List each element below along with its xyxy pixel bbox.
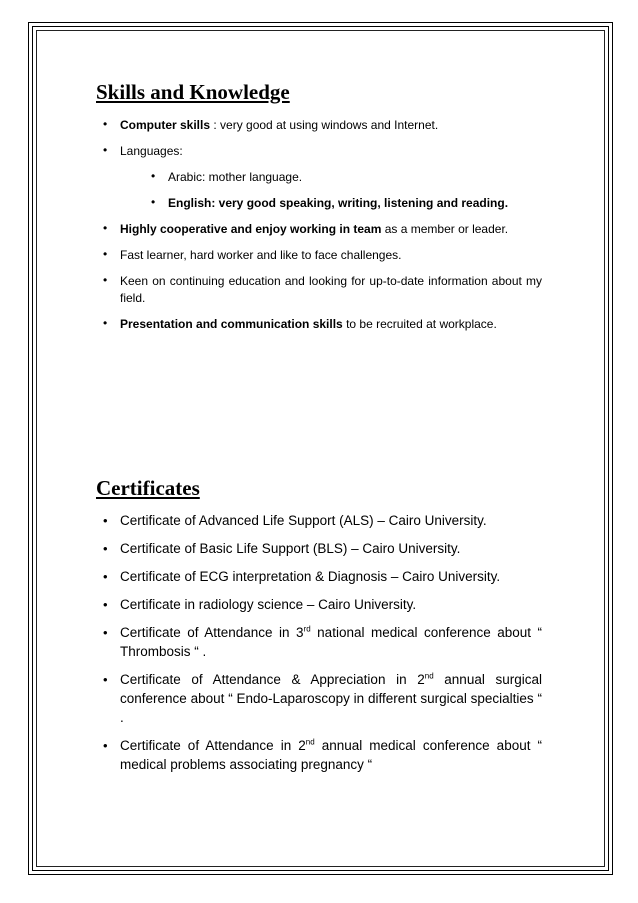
- skill-education-text: Keen on continuing education and looking for up-to-date information about my field.: [120, 274, 542, 305]
- skill-computer: [96, 117, 542, 134]
- language-english-text: English: very good speaking, writing, listening and reading.: [168, 196, 509, 210]
- certificate-item: [96, 670, 542, 727]
- skill-languages-label: Languages:: [120, 144, 183, 158]
- certificates-section: [96, 476, 542, 774]
- languages-sublist: [120, 169, 542, 212]
- certificate-text: Certificate of Attendance in 2: [120, 738, 306, 753]
- ordinal-suffix: nd: [305, 737, 315, 747]
- skill-learner-text: Fast learner, hard worker and like to face challenges.: [120, 248, 402, 262]
- certificate-text: Certificate of Attendance & Appreciation in 2: [120, 672, 425, 687]
- skill-presentation: [96, 316, 542, 333]
- skill-education: [96, 273, 542, 307]
- skill-computer-text: : very good at using windows and Internet.: [210, 118, 439, 132]
- certificate-text: Certificate of Attendance in 3: [120, 625, 304, 640]
- ordinal-suffix: rd: [303, 624, 311, 634]
- certificate-text: annual surgical conference about “ Endo-Laparoscopy in different surgical specialties “ .: [120, 672, 542, 725]
- skill-computer-label: Computer skills: [120, 118, 211, 132]
- certificate-text: annual medical conference about “ medical problems associating pregnancy “: [120, 738, 542, 772]
- language-english: [144, 195, 542, 212]
- certificate-item: [96, 539, 542, 558]
- certificate-text: Certificate of Advanced Life Support (ALS) – Cairo University.: [120, 513, 487, 528]
- language-arabic: [144, 169, 542, 186]
- certificate-text: national medical conference about “ Thrombosis “ .: [120, 625, 543, 659]
- content-area: [96, 80, 543, 772]
- language-arabic-text: Arabic: mother language.: [168, 170, 303, 184]
- certificate-text: Certificate of Basic Life Support (BLS) – Cairo University.: [120, 541, 461, 556]
- certificate-text: Certificate in radiology science – Cairo University.: [120, 597, 417, 612]
- certificate-item: [96, 567, 542, 586]
- skill-languages: [96, 143, 542, 212]
- certificate-item: [96, 595, 542, 614]
- skills-section: [96, 80, 542, 333]
- skill-teamwork-bold: Highly cooperative and enjoy working in team: [120, 222, 382, 236]
- certificate-item: [96, 736, 542, 774]
- certificate-text: Certificate of ECG interpretation & Diagnosis – Cairo University.: [120, 569, 501, 584]
- ordinal-suffix: nd: [424, 671, 434, 681]
- skill-presentation-bold: Presentation and communication skills: [120, 317, 343, 331]
- certificate-item: [96, 511, 542, 530]
- skills-list: [96, 117, 542, 333]
- skill-teamwork: [96, 221, 542, 238]
- skill-teamwork-text: as a member or leader.: [381, 222, 509, 236]
- skill-presentation-text: to be recruited at workplace.: [342, 317, 497, 331]
- certificate-item: [96, 623, 542, 661]
- skill-learner: [96, 247, 542, 264]
- certificates-list: [96, 511, 542, 774]
- skills-heading: Skills and Knowledge: [96, 80, 290, 104]
- certificates-heading: Certificates: [96, 476, 200, 500]
